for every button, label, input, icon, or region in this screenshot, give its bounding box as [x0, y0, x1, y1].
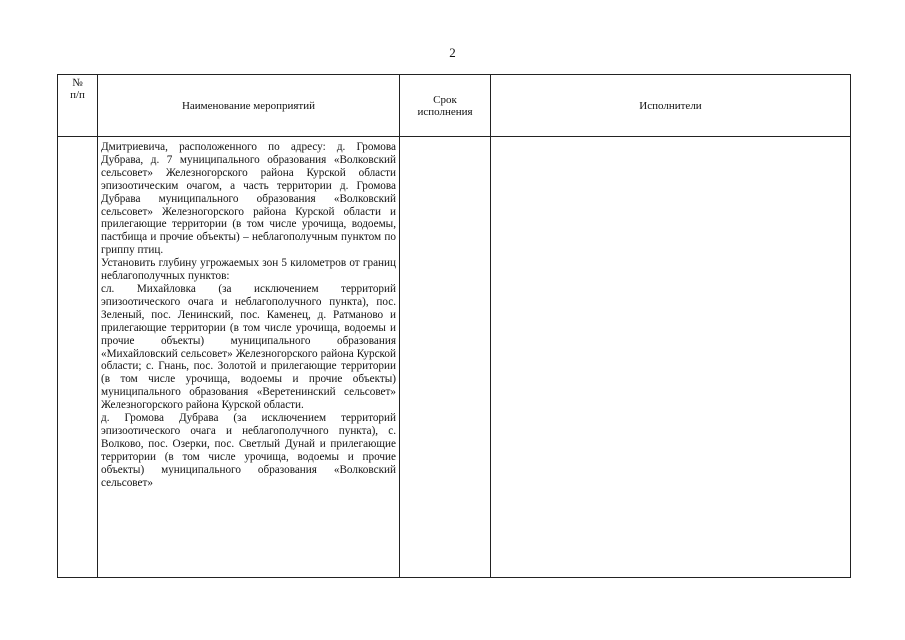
paragraph-mikhailovka: сл. Михайловка (за исключением территорий эпизоотического очага и неблагополучного пункта), пос. Зеленый, пос. Ленинский, пос. Каменец, д. Ратманово и прилегающие территории (в том числе урочища, водоемы и прочие объекты) муниципального образования «Михайловский сельсовет» Железногорского района Курской области; с. Гнань, пос. Золотой и прилегающие территории (в том числе урочища, водоемы и прочие объекты) муниципального образования «Веретенинский сельсовет» Железногорского района Курской области. [101, 282, 396, 412]
cell-deadline [400, 137, 491, 578]
header-executors: Исполнители [491, 75, 851, 137]
header-number [58, 75, 98, 137]
cell-measures [98, 137, 400, 578]
header-deadline-line2: исполнения [417, 105, 473, 118]
header-deadline-line1: Срок [433, 93, 457, 106]
measures-table [57, 74, 851, 578]
header-number-symbol: № [72, 77, 83, 89]
header-deadline [400, 75, 491, 137]
header-number-abbrev: п/п [70, 89, 85, 101]
header-measures-name: Наименование мероприятий [98, 75, 400, 137]
paragraph-outbreak: Дмитриевича, расположенного по адресу: д. Громова Дубрава, д. 7 муниципального образования «Волковский сельсовет» Железногорского района Курской области эпизоотическим очагом, а часть территории д. Громова Дубрава муниципального образования «Волковский сельсовет» Железногорского района Курской области и прилегающие территории (в том числе урочища, водоемы, пастбища и прочие объекты) – неблагополучным пунктом по гриппу птиц. [101, 141, 396, 257]
paragraph-zone-depth: Установить глубину угрожаемых зон 5 километров от границ неблагополучных пунктов: [101, 257, 396, 283]
measures-text [98, 137, 399, 489]
table-header-row [58, 75, 851, 137]
paragraph-gromova-dubrava: д. Громова Дубрава (за исключением территорий эпизоотического очага и неблагополучного пункта), с. Волково, пос. Озерки, пос. Светлый Дунай и прилегающие территории (в том числе урочища, водоемы и прочие объекты) муниципального образования «Волковский сельсовет» [101, 412, 396, 489]
table-row [58, 137, 851, 578]
cell-number [58, 137, 98, 578]
page-number: 2 [449, 45, 456, 60]
cell-executors [491, 137, 851, 578]
